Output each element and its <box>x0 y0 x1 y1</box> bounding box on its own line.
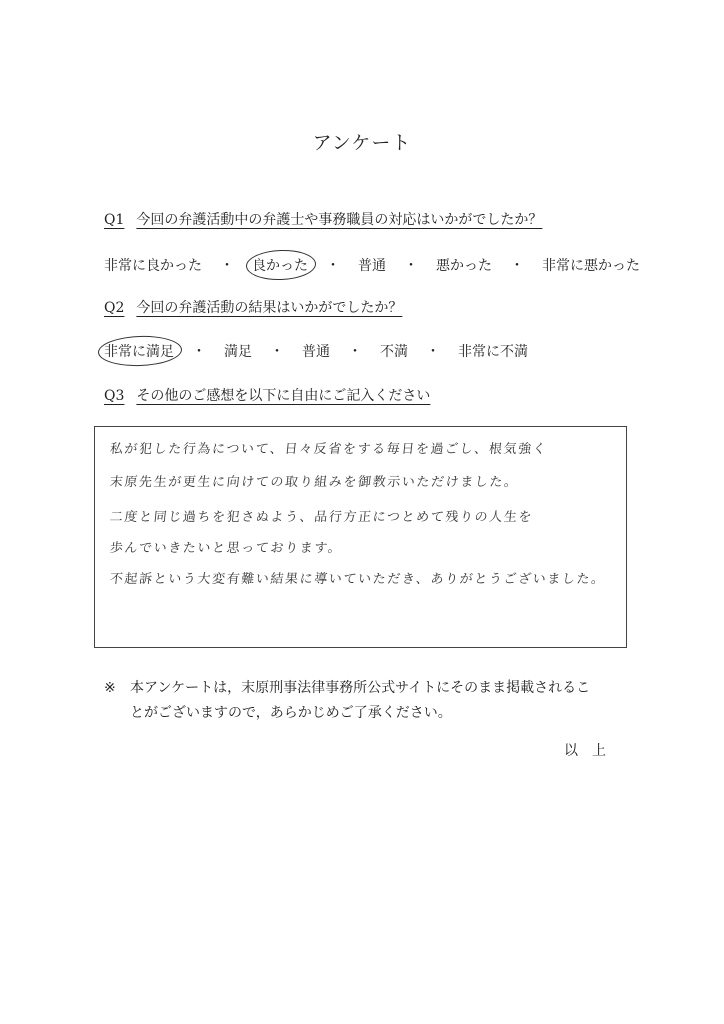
option-separator: ・ <box>348 344 362 360</box>
closing-text: 以上 <box>564 743 620 759</box>
option-separator: ・ <box>510 258 524 274</box>
option-separator: ・ <box>192 344 206 360</box>
option-separator: ・ <box>326 258 340 274</box>
option-separator: ・ <box>404 258 418 274</box>
publication-note <box>104 676 624 726</box>
question-3-number: Q3 <box>104 388 125 404</box>
q2-option-dissatisfied[interactable]: 不満 <box>380 344 408 360</box>
question-3-text: その他のご感想を以下に自由にご記入ください <box>136 388 431 404</box>
q2-option-very-satisfied[interactable]: 非常に満足 <box>104 341 174 361</box>
q1-option-very-good[interactable]: 非常に良かった <box>104 258 202 274</box>
option-separator: ・ <box>270 344 284 360</box>
q2-option-satisfied[interactable]: 満足 <box>224 344 252 360</box>
q1-option-normal[interactable]: 普通 <box>358 258 386 274</box>
page-title: アンケート <box>312 132 412 154</box>
question-1-text: 今回の弁護活動中の弁護士や事務職員の対応はいかがでしたか？ <box>136 212 543 228</box>
note-mark: ※ <box>104 680 116 696</box>
question-2-text: 今回の弁護活動の結果はいかがでしたか？ <box>136 300 403 316</box>
q2-option-very-dissatisfied[interactable]: 非常に不満 <box>458 344 528 360</box>
handwritten-line: 歩んでいきたいと思っております。 <box>109 541 344 556</box>
note-line-1: 本アンケートは，末原刑事法律事務所公式サイトにそのまま掲載されるこ <box>130 680 591 696</box>
handwritten-line: 不起訴という大変有難い結果に導いていただき、ありがとうございました。 <box>109 572 607 587</box>
q1-option-good[interactable]: 良かった <box>252 255 308 275</box>
handwritten-line: 二度と同じ過ちを犯さぬよう、品行方正につとめて残りの人生を <box>109 510 534 525</box>
question-2-number: Q2 <box>104 300 125 316</box>
q1-option-very-bad[interactable]: 非常に悪かった <box>542 258 640 274</box>
question-2 <box>104 297 402 317</box>
question-1-number: Q1 <box>104 212 125 228</box>
question-1-options <box>104 255 640 275</box>
q1-option-bad[interactable]: 悪かった <box>436 258 492 274</box>
question-2-options <box>104 341 528 361</box>
option-separator: ・ <box>220 258 234 274</box>
option-separator: ・ <box>426 344 440 360</box>
handwritten-line: 末原先生が更生に向けての取り組みを御教示いただけました。 <box>109 475 520 490</box>
question-1 <box>104 209 542 229</box>
question-3 <box>104 385 430 405</box>
handwritten-line: 私が犯した行為について、日々反省をする毎日を過ごし、根気強く <box>109 442 549 457</box>
note-line-2: とがございますので，あらかじめご了承ください。 <box>130 705 452 721</box>
q2-option-normal[interactable]: 普通 <box>302 344 330 360</box>
